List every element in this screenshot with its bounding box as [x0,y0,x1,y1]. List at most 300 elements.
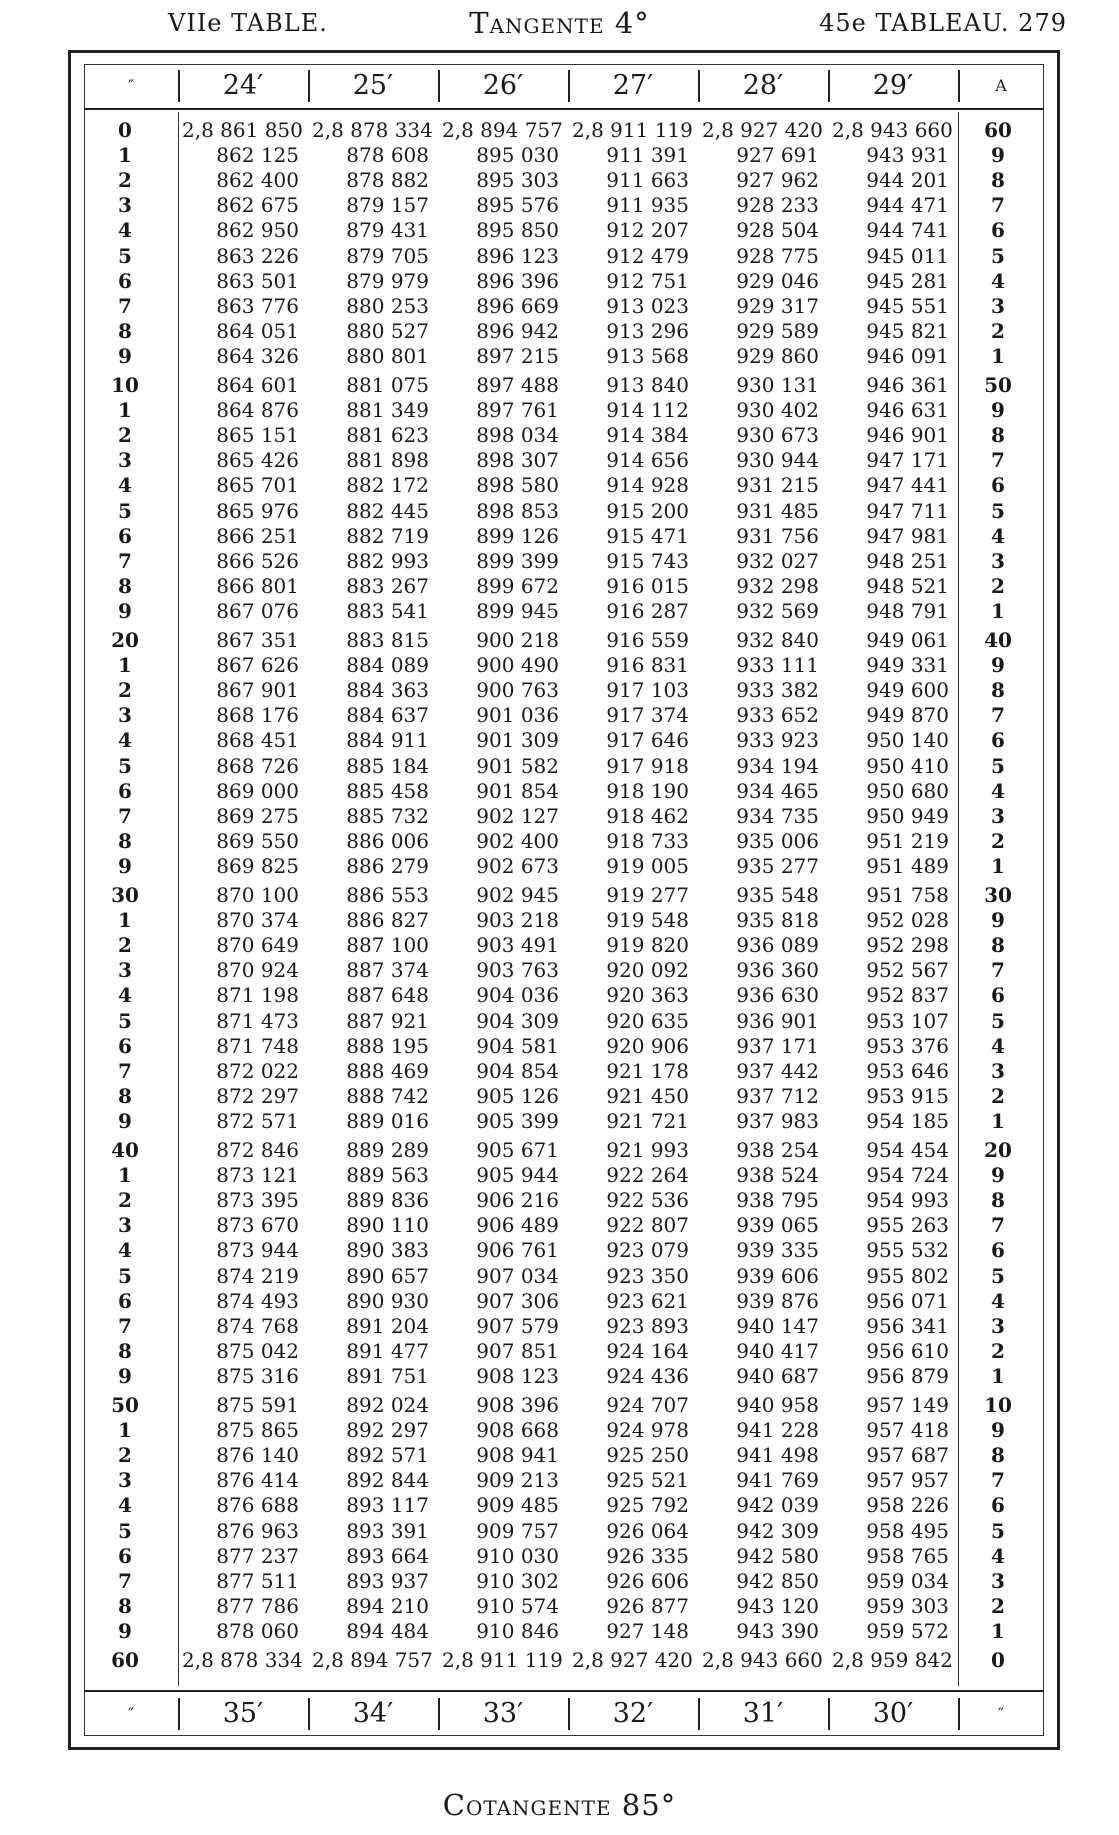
log-tangent-cell: 920 092 [606,958,689,983]
log-tangent-cell: 952 298 [866,933,949,958]
log-tangent-cell: 924 164 [606,1338,689,1363]
log-tangent-cell: 877 511 [216,1568,299,1593]
log-tangent-cell: 902 127 [476,803,559,828]
seconds-cell: 8 [118,828,132,853]
log-tangent-cell: 865 151 [216,423,299,448]
log-tangent-cell: 899 399 [476,548,559,573]
log-tangent-cell: 881 623 [346,423,429,448]
log-tangent-cell: 873 395 [216,1188,299,1213]
log-tangent-cell: 896 669 [476,293,559,318]
tableau-page-number: 45e TABLEAU. 279 [819,9,1067,37]
log-tangent-cell: 910 302 [476,1568,559,1593]
log-tangent-cell: 884 363 [346,678,429,703]
log-tangent-cell: 872 297 [216,1083,299,1108]
table-row [84,1059,1044,1084]
log-tangent-cell: 888 469 [346,1058,429,1083]
seconds-cell: 8 [118,1593,132,1618]
table-row [84,1009,1044,1034]
table-row [84,829,1044,854]
log-tangent-cell: 921 450 [606,1083,689,1108]
log-tangent-cell: 924 978 [606,1418,689,1443]
column-rule-t-6 [958,70,960,102]
complement-seconds-cell: 4 [991,268,1005,293]
log-tangent-cell: 900 763 [476,678,559,703]
complement-seconds-cell: 7 [991,958,1005,983]
complement-seconds-cell: 1 [991,1363,1005,1388]
log-tangent-cell: 914 928 [606,473,689,498]
log-tangent-cell: 887 648 [346,983,429,1008]
log-tangent-cell: 934 465 [736,778,819,803]
page-title: Tangente 4° [469,6,650,40]
complement-seconds-cell: 7 [991,193,1005,218]
log-tangent-cell: 924 707 [606,1393,689,1417]
log-tangent-cell: 2,8 878 334 [312,118,433,142]
log-tangent-cell: 889 836 [346,1188,429,1213]
log-tangent-cell: 931 756 [736,523,819,548]
log-tangent-cell: 870 374 [216,908,299,933]
complement-seconds-cell: 8 [991,423,1005,448]
log-tangent-cell: 870 649 [216,933,299,958]
bottom-col-0: ″ [128,1704,134,1723]
table-row [84,703,1044,728]
complement-seconds-cell: 9 [991,1418,1005,1443]
log-tangent-cell: 2,8 911 119 [442,1648,563,1672]
table-row [84,574,1044,599]
log-tangent-cell: 878 882 [346,168,429,193]
top-col-2: 25′ [352,70,394,101]
column-rule-t-3 [568,70,570,102]
log-tangent-cell: 946 901 [866,423,949,448]
log-tangent-cell: 888 742 [346,1083,429,1108]
seconds-cell: 40 [111,1138,139,1162]
log-tangent-cell: 913 023 [606,293,689,318]
complement-seconds-cell: 8 [991,1443,1005,1468]
log-tangent-cell: 2,8 943 660 [702,1648,823,1672]
log-tangent-cell: 907 851 [476,1338,559,1363]
seconds-cell: 8 [118,318,132,343]
table-row [84,678,1044,703]
column-rule-b-3 [568,1698,570,1730]
column-rule-t-4 [698,70,700,102]
log-tangent-cell: 904 854 [476,1058,559,1083]
log-tangent-cell: 920 635 [606,1008,689,1033]
log-tangent-cell: 904 581 [476,1033,559,1058]
seconds-cell: 9 [118,853,132,878]
log-tangent-cell: 944 471 [866,193,949,218]
log-tangent-cell: 933 652 [736,703,819,728]
log-tangent-cell: 905 126 [476,1083,559,1108]
log-tangent-cell: 941 228 [736,1418,819,1443]
log-tangent-cell: 895 850 [476,218,559,243]
seconds-cell: 3 [118,448,132,473]
log-tangent-cell: 926 877 [606,1593,689,1618]
log-tangent-cell: 940 958 [736,1393,819,1417]
log-tangent-cell: 866 801 [216,573,299,598]
log-tangent-cell: 920 906 [606,1033,689,1058]
table-row [84,473,1044,498]
log-tangent-cell: 899 126 [476,523,559,548]
log-tangent-cell: 905 944 [476,1163,559,1188]
log-tangent-cell: 954 724 [866,1163,949,1188]
log-tangent-cell: 896 942 [476,318,559,343]
log-tangent-cell: 911 663 [606,168,689,193]
table-row [84,883,1044,908]
log-tangent-cell: 868 451 [216,728,299,753]
log-tangent-cell: 2,8 959 842 [832,1648,953,1672]
log-tangent-cell: 891 204 [346,1313,429,1338]
seconds-cell: 3 [118,1468,132,1493]
seconds-cell: 9 [118,1618,132,1643]
seconds-cell: 3 [118,703,132,728]
log-tangent-cell: 870 100 [216,883,299,907]
log-tangent-cell: 883 815 [346,628,429,652]
log-tangent-cell: 881 075 [346,373,429,397]
complement-seconds-cell: 1 [991,1108,1005,1133]
log-tangent-cell: 889 289 [346,1138,429,1162]
log-tangent-cell: 906 216 [476,1188,559,1213]
log-tangent-cell: 932 298 [736,573,819,598]
top-col-7: A [995,76,1007,95]
log-tangent-cell: 927 962 [736,168,819,193]
log-tangent-cell: 902 673 [476,853,559,878]
seconds-cell: 7 [118,1058,132,1083]
log-tangent-cell: 2,8 943 660 [832,118,953,142]
log-tangent-cell: 923 893 [606,1313,689,1338]
table-row [84,524,1044,549]
table-row [84,373,1044,398]
log-tangent-cell: 2,8 894 757 [312,1648,433,1672]
seconds-cell: 7 [118,293,132,318]
log-tangent-cell: 939 876 [736,1288,819,1313]
log-tangent-cell: 904 036 [476,983,559,1008]
log-tangent-cell: 862 125 [216,143,299,168]
complement-seconds-cell: 6 [991,728,1005,753]
log-tangent-cell: 946 091 [866,343,949,368]
log-tangent-cell: 959 034 [866,1568,949,1593]
log-tangent-cell: 929 860 [736,343,819,368]
log-tangent-cell: 950 680 [866,778,949,803]
table-row [84,1339,1044,1364]
seconds-cell: 6 [118,268,132,293]
log-tangent-cell: 890 657 [346,1263,429,1288]
seconds-cell: 6 [118,1033,132,1058]
log-tangent-cell: 910 574 [476,1593,559,1618]
log-tangent-cell: 933 111 [736,653,819,678]
seconds-cell: 6 [118,523,132,548]
log-tangent-cell: 932 027 [736,548,819,573]
top-col-6: 29′ [872,70,914,101]
log-tangent-cell: 887 921 [346,1008,429,1033]
table-row [84,628,1044,653]
log-tangent-cell: 917 646 [606,728,689,753]
table-row [84,983,1044,1008]
log-tangent-cell: 887 374 [346,958,429,983]
log-tangent-cell: 919 548 [606,908,689,933]
log-tangent-cell: 953 107 [866,1008,949,1033]
table-row [84,933,1044,958]
complement-seconds-cell: 7 [991,1213,1005,1238]
log-tangent-cell: 952 028 [866,908,949,933]
seconds-cell: 7 [118,548,132,573]
log-tangent-cell: 922 264 [606,1163,689,1188]
seconds-cell: 50 [111,1393,139,1417]
log-tangent-cell: 942 580 [736,1543,819,1568]
log-tangent-cell: 875 865 [216,1418,299,1443]
log-tangent-cell: 918 733 [606,828,689,853]
table-row [84,398,1044,423]
log-tangent-cell: 873 670 [216,1213,299,1238]
log-tangent-cell: 943 390 [736,1618,819,1643]
log-tangent-cell: 916 559 [606,628,689,652]
table-row [84,423,1044,448]
table-row [84,1648,1044,1673]
seconds-cell: 4 [118,983,132,1008]
log-tangent-cell: 866 251 [216,523,299,548]
log-tangent-cell: 898 307 [476,448,559,473]
log-tangent-cell: 865 426 [216,448,299,473]
complement-seconds-cell: 2 [991,318,1005,343]
column-rule-b-1 [308,1698,310,1730]
log-tangent-cell: 901 036 [476,703,559,728]
log-tangent-cell: 957 418 [866,1418,949,1443]
column-rule-b-0 [178,1698,180,1730]
seconds-cell: 4 [118,728,132,753]
log-tangent-cell: 923 621 [606,1288,689,1313]
log-tangent-cell: 956 610 [866,1338,949,1363]
log-tangent-cell: 958 765 [866,1543,949,1568]
log-tangent-cell: 880 527 [346,318,429,343]
log-tangent-cell: 921 993 [606,1138,689,1162]
log-tangent-cell: 956 071 [866,1288,949,1313]
log-tangent-cell: 864 876 [216,398,299,423]
log-tangent-cell: 938 795 [736,1188,819,1213]
log-tangent-cell: 908 123 [476,1363,559,1388]
log-tangent-cell: 900 490 [476,653,559,678]
log-tangent-cell: 918 190 [606,778,689,803]
log-tangent-cell: 877 786 [216,1593,299,1618]
tangent-table-body [84,118,1044,1698]
complement-seconds-cell: 3 [991,1058,1005,1083]
column-rule-b-4 [698,1698,700,1730]
log-tangent-cell: 2,8 927 420 [572,1648,693,1672]
log-tangent-cell: 886 827 [346,908,429,933]
body-rule-1 [958,112,959,1686]
complement-seconds-cell: 6 [991,983,1005,1008]
log-tangent-cell: 909 757 [476,1518,559,1543]
log-tangent-cell: 918 462 [606,803,689,828]
log-tangent-cell: 863 776 [216,293,299,318]
log-tangent-cell: 914 384 [606,423,689,448]
seconds-cell: 2 [118,933,132,958]
log-tangent-cell: 935 818 [736,908,819,933]
log-tangent-cell: 930 402 [736,398,819,423]
log-tangent-cell: 919 277 [606,883,689,907]
complement-seconds-cell: 6 [991,1493,1005,1518]
seconds-cell: 5 [118,1263,132,1288]
seconds-cell: 3 [118,1213,132,1238]
log-tangent-cell: 945 011 [866,243,949,268]
log-tangent-cell: 956 879 [866,1363,949,1388]
log-tangent-cell: 879 431 [346,218,429,243]
top-col-0: ″ [128,76,134,95]
log-tangent-cell: 916 015 [606,573,689,598]
log-tangent-cell: 959 572 [866,1618,949,1643]
seconds-cell: 3 [118,193,132,218]
log-tangent-cell: 865 976 [216,498,299,523]
log-tangent-cell: 891 477 [346,1338,429,1363]
log-tangent-cell: 865 701 [216,473,299,498]
log-tangent-cell: 895 576 [476,193,559,218]
log-tangent-cell: 943 931 [866,143,949,168]
log-tangent-cell: 884 911 [346,728,429,753]
complement-seconds-cell: 9 [991,1163,1005,1188]
log-tangent-cell: 876 140 [216,1443,299,1468]
complement-seconds-cell: 10 [984,1393,1012,1417]
complement-seconds-cell: 6 [991,1238,1005,1263]
log-tangent-cell: 876 688 [216,1493,299,1518]
table-row [84,118,1044,143]
complement-seconds-cell: 3 [991,548,1005,573]
complement-seconds-cell: 2 [991,573,1005,598]
log-tangent-cell: 864 051 [216,318,299,343]
log-tangent-cell: 957 957 [866,1468,949,1493]
log-tangent-cell: 897 215 [476,343,559,368]
log-tangent-cell: 955 532 [866,1238,949,1263]
seconds-cell: 5 [118,753,132,778]
complement-seconds-cell: 20 [984,1138,1012,1162]
column-rule-t-5 [828,70,830,102]
log-tangent-cell: 908 396 [476,1393,559,1417]
log-tangent-cell: 954 185 [866,1108,949,1133]
complement-seconds-cell: 4 [991,778,1005,803]
log-tangent-cell: 885 732 [346,803,429,828]
complement-seconds-cell: 1 [991,853,1005,878]
table-row [84,958,1044,983]
log-tangent-cell: 2,8 927 420 [702,118,823,142]
log-tangent-cell: 872 022 [216,1058,299,1083]
log-tangent-cell: 957 149 [866,1393,949,1417]
seconds-cell: 30 [111,883,139,907]
complement-seconds-cell: 7 [991,1468,1005,1493]
log-tangent-cell: 948 521 [866,573,949,598]
top-col-3: 26′ [482,70,524,101]
seconds-cell: 6 [118,1288,132,1313]
log-tangent-cell: 919 820 [606,933,689,958]
log-tangent-cell: 956 341 [866,1313,949,1338]
log-tangent-cell: 953 646 [866,1058,949,1083]
seconds-cell: 1 [118,143,132,168]
log-tangent-cell: 888 195 [346,1033,429,1058]
log-tangent-cell: 920 363 [606,983,689,1008]
column-rule-b-5 [828,1698,830,1730]
log-tangent-cell: 869 550 [216,828,299,853]
log-tangent-cell: 937 983 [736,1108,819,1133]
log-tangent-cell: 914 656 [606,448,689,473]
complement-seconds-cell: 5 [991,243,1005,268]
log-tangent-cell: 886 006 [346,828,429,853]
log-tangent-cell: 939 606 [736,1263,819,1288]
log-tangent-cell: 866 526 [216,548,299,573]
complement-seconds-cell: 4 [991,1288,1005,1313]
column-rule-t-0 [178,70,180,102]
log-tangent-cell: 947 441 [866,473,949,498]
log-tangent-cell: 911 391 [606,143,689,168]
log-tangent-cell: 892 571 [346,1443,429,1468]
table-row [84,1594,1044,1619]
seconds-cell: 8 [118,1338,132,1363]
table-row [84,653,1044,678]
log-tangent-cell: 882 445 [346,498,429,523]
log-tangent-cell: 938 254 [736,1138,819,1162]
log-tangent-cell: 937 442 [736,1058,819,1083]
table-row [84,319,1044,344]
log-tangent-cell: 924 436 [606,1363,689,1388]
table-row [84,1213,1044,1238]
log-tangent-cell: 922 807 [606,1213,689,1238]
bottom-col-5: 31′ [742,1698,784,1729]
log-tangent-cell: 911 935 [606,193,689,218]
log-tangent-cell: 899 945 [476,598,559,623]
column-rule-t-2 [438,70,440,102]
log-tangent-cell: 879 705 [346,243,429,268]
log-tangent-cell: 951 758 [866,883,949,907]
table-row [84,779,1044,804]
log-tangent-cell: 874 768 [216,1313,299,1338]
log-tangent-cell: 869 825 [216,853,299,878]
log-tangent-cell: 925 521 [606,1468,689,1493]
log-tangent-cell: 901 854 [476,778,559,803]
log-tangent-cell: 937 171 [736,1033,819,1058]
seconds-cell: 0 [118,118,132,142]
log-tangent-cell: 907 579 [476,1313,559,1338]
body-rule-0 [178,112,179,1686]
log-tangent-cell: 910 846 [476,1618,559,1643]
log-tangent-cell: 926 064 [606,1518,689,1543]
log-tangent-cell: 923 350 [606,1263,689,1288]
seconds-cell: 7 [118,1568,132,1593]
log-tangent-cell: 896 123 [476,243,559,268]
log-tangent-cell: 914 112 [606,398,689,423]
log-tangent-cell: 935 548 [736,883,819,907]
table-row [84,448,1044,473]
seconds-cell: 1 [118,398,132,423]
table-row [84,1188,1044,1213]
log-tangent-cell: 926 606 [606,1568,689,1593]
log-tangent-cell: 913 840 [606,373,689,397]
log-tangent-cell: 905 399 [476,1108,559,1133]
log-tangent-cell: 916 831 [606,653,689,678]
table-row [84,1289,1044,1314]
log-tangent-cell: 876 963 [216,1518,299,1543]
table-row [84,854,1044,879]
log-tangent-cell: 902 945 [476,883,559,907]
log-tangent-cell: 891 751 [346,1363,429,1388]
seconds-cell: 7 [118,803,132,828]
log-tangent-cell: 923 079 [606,1238,689,1263]
complement-seconds-cell: 50 [984,373,1012,397]
log-tangent-cell: 928 233 [736,193,819,218]
log-tangent-cell: 936 901 [736,1008,819,1033]
log-tangent-cell: 872 846 [216,1138,299,1162]
log-tangent-cell: 901 309 [476,728,559,753]
top-col-5: 28′ [742,70,784,101]
bottom-col-2: 34′ [352,1698,394,1729]
log-tangent-cell: 895 030 [476,143,559,168]
log-tangent-cell: 937 712 [736,1083,819,1108]
seconds-cell: 4 [118,1238,132,1263]
log-tangent-cell: 925 250 [606,1443,689,1468]
table-row [84,1109,1044,1134]
